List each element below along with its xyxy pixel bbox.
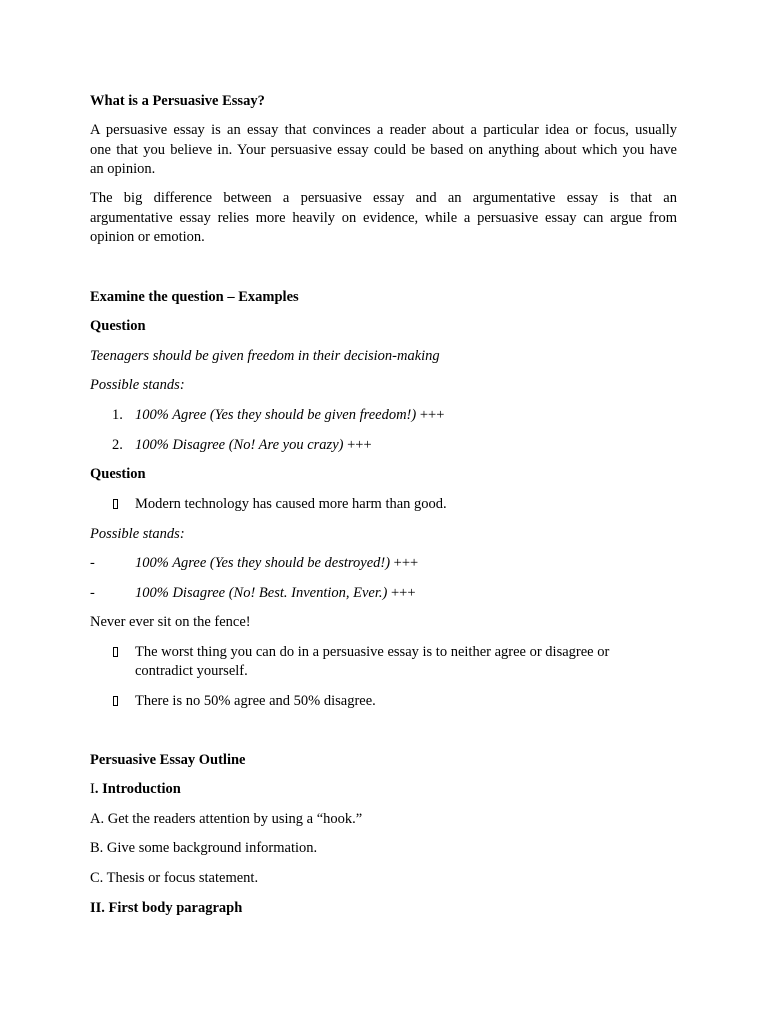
fence-bullet-2: There is no 50% agree and 50% disagree.	[135, 693, 376, 709]
stand-suffix: +++	[416, 407, 445, 423]
outline-item-a: A. Get the readers attention by using a “hook.”	[90, 811, 363, 827]
heading-what-is-persuasive-essay: What is a Persuasive Essay?	[90, 93, 265, 109]
stand-number: 2.	[112, 437, 123, 453]
outline-item-c: C. Thesis or focus statement.	[90, 870, 259, 886]
bullet-box-icon	[113, 499, 118, 509]
stand-item	[135, 584, 655, 604]
heading-examine-question: Examine the question – Examples	[90, 289, 299, 305]
outline-introduction	[90, 780, 677, 800]
stand-number: 1.	[112, 407, 123, 423]
stand-text: 100% Disagree (No! Best. Invention, Ever.)	[135, 585, 388, 601]
stand-text: 100% Agree (Yes they should be given freedom!)	[135, 407, 417, 423]
paragraph-1-line-3: an opinion.	[90, 161, 156, 177]
paragraph-1-line-1: A persuasive essay is an essay that convinces a reader about a particular idea or focus, usually	[90, 122, 677, 138]
stand-item	[135, 554, 655, 574]
question-1-text: Teenagers should be given freedom in their decision-making	[90, 348, 440, 364]
stand-text: 100% Disagree (No! Are you crazy)	[135, 437, 344, 453]
fence-title: Never ever sit on the fence!	[90, 614, 251, 630]
stand-text: 100% Agree (Yes they should be destroyed!)	[135, 555, 391, 571]
bullet-box-icon	[113, 696, 118, 706]
question-2-label: Question	[90, 466, 146, 482]
heading-first-body-paragraph: II. First body paragraph	[90, 900, 243, 916]
paragraph-1-line-2: one that you believe in. Your persuasive essay could be based on anything about which you have	[90, 142, 677, 158]
roman-numeral: I	[90, 781, 95, 797]
question-1-stands-label: Possible stands:	[90, 377, 185, 393]
stand-dash: -	[90, 555, 95, 571]
stand-item	[135, 436, 655, 456]
question-1-label: Question	[90, 318, 146, 334]
question-2-stands-label: Possible stands:	[90, 526, 185, 542]
paragraph-2-line-1: The big difference between a persuasive essay and an argumentative essay is that an	[90, 190, 677, 206]
fence-bullet-1-line-1: The worst thing you can do in a persuasive essay is to neither agree or disagree or	[135, 644, 610, 660]
question-2-text: Modern technology has caused more harm than good.	[135, 496, 447, 512]
bullet-box-icon	[113, 647, 118, 657]
stand-suffix: +++	[387, 585, 416, 601]
stand-dash: -	[90, 585, 95, 601]
stand-item	[135, 406, 655, 426]
stand-suffix: +++	[390, 555, 419, 571]
fence-bullet-1-line-2: contradict yourself.	[135, 663, 248, 679]
introduction-label: . Introduction	[94, 781, 181, 797]
paragraph-2-line-3: opinion or emotion.	[90, 229, 205, 245]
stand-suffix: +++	[343, 437, 372, 453]
outline-item-b: B. Give some background information.	[90, 840, 318, 856]
paragraph-2-line-2: argumentative essay relies more heavily on evidence, while a persuasive essay can argue from	[90, 210, 677, 226]
heading-outline: Persuasive Essay Outline	[90, 752, 246, 768]
